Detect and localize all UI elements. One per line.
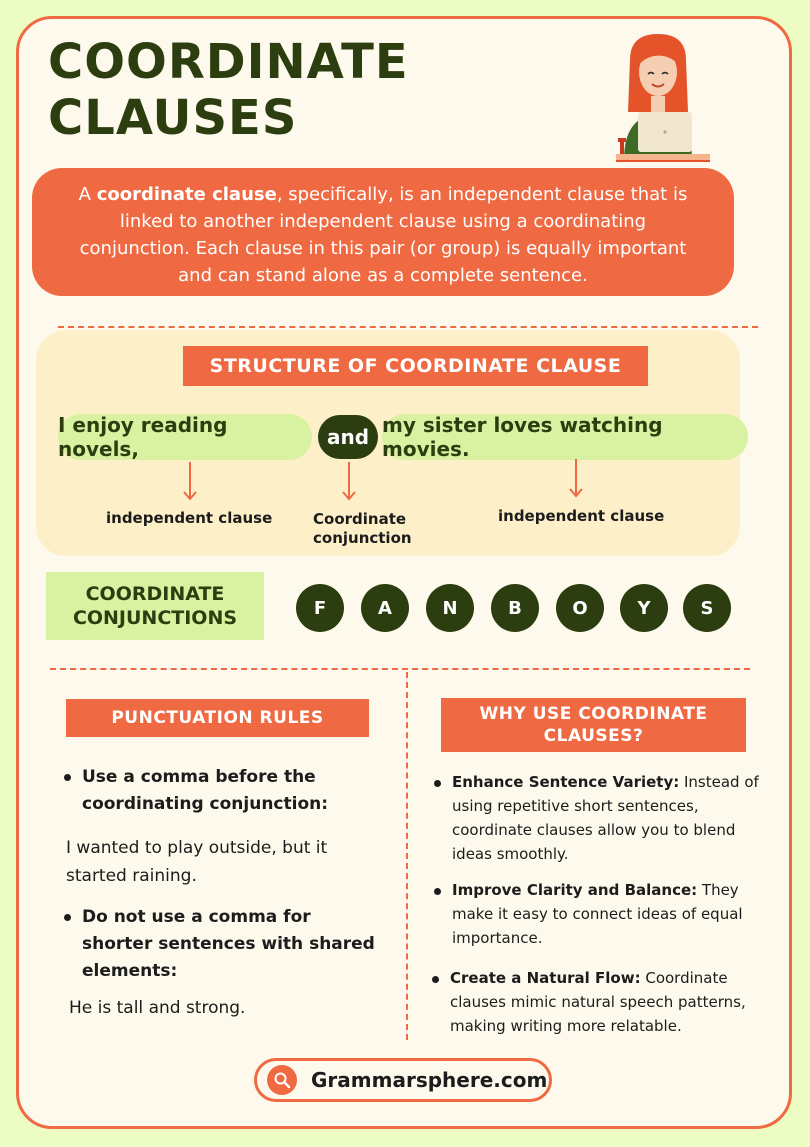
- why-item-2-row: [432, 878, 762, 950]
- fanboys-letter: B: [491, 584, 539, 632]
- why-item-1-title: Enhance Sentence Variety:: [452, 773, 680, 791]
- definition-text-start: A: [78, 184, 97, 205]
- why-item-3-text: Coordinate clauses mimic natural speech patterns, making writing more relatable.: [450, 969, 746, 1035]
- divider-middle: [50, 668, 750, 670]
- punctuation-heading: PUNCTUATION RULES: [66, 699, 369, 737]
- why-item-3-title: Create a Natural Flow:: [450, 969, 641, 987]
- title-line-2: CLAUSES: [48, 90, 298, 146]
- fanboys-letter: N: [426, 584, 474, 632]
- search-icon: [267, 1065, 297, 1095]
- label-coordinate-line-1: Coordinate: [313, 510, 407, 528]
- why-item-2-text: They make it easy to connect ideas of equal importance.: [452, 881, 743, 947]
- label-coordinate-conjunction: [313, 510, 412, 548]
- fanboys-letter: F: [296, 584, 344, 632]
- why-item-2: [432, 878, 762, 950]
- why-item-2-title: Improve Clarity and Balance:: [452, 881, 698, 899]
- punctuation-example-2: He is tall and strong.: [69, 998, 246, 1018]
- structure-heading: STRUCTURE OF COORDINATE CLAUSE: [183, 346, 648, 386]
- definition-term: coordinate clause: [96, 184, 277, 205]
- conjunction-pill: and: [318, 415, 378, 459]
- website-url[interactable]: Grammarsphere.com: [311, 1068, 548, 1092]
- definition-text-rest: , specifically, is an independent clause that is linked to another independent clause using a coordinating conjunction. Each clause in this pair (or group) is equally important and can stand alone as a complete sentence.: [79, 184, 688, 286]
- label-independent-clause-1: independent clause: [106, 509, 273, 527]
- why-item-1: [432, 770, 762, 866]
- arrow-down-icon: [569, 459, 583, 499]
- definition-box: [32, 168, 734, 296]
- punctuation-example-1: I wanted to play outside, but it started raining.: [66, 838, 328, 886]
- why-item-1-text: Instead of using repetitive short sentences, coordinate clauses allow you to blend ideas smoothly.: [452, 773, 759, 863]
- arrow-down-icon: [342, 462, 356, 502]
- why-item-3-row: [430, 966, 774, 1038]
- rule-2-text: Do not use a comma for shorter sentences with shared elements:: [62, 904, 384, 985]
- label-coordinate-line-2: conjunction: [313, 529, 412, 547]
- why-item-3: [430, 966, 774, 1038]
- divider-vertical: [406, 672, 408, 1040]
- fanboys-letter: O: [556, 584, 604, 632]
- fanboys-letter: S: [683, 584, 731, 632]
- fanboys-letter: Y: [620, 584, 668, 632]
- rule-1-text: Use a comma before the coordinating conjunction:: [62, 764, 362, 818]
- punctuation-rule-1: [62, 764, 362, 818]
- why-heading-line-1: WHY USE COORDINATE: [479, 704, 708, 724]
- website-badge[interactable]: [254, 1058, 552, 1102]
- label-independent-clause-2: independent clause: [498, 507, 665, 525]
- why-item-1-row: [432, 770, 762, 866]
- cc-label-line-2: CONJUNCTIONS: [72, 607, 238, 629]
- why-heading: [441, 698, 746, 752]
- woman-laptop-illustration: [598, 30, 718, 170]
- page-title: [48, 34, 409, 146]
- divider-top: [58, 326, 758, 328]
- clause-2-pill: my sister loves watching movies.: [382, 414, 748, 460]
- cc-label-line-1: COORDINATE: [85, 583, 225, 605]
- fanboys-letter: A: [361, 584, 409, 632]
- punctuation-rule-2: [62, 904, 384, 985]
- arrow-down-icon: [183, 462, 197, 502]
- clause-1-pill: I enjoy reading novels,: [58, 414, 312, 460]
- why-heading-line-2: CLAUSES?: [543, 726, 644, 746]
- coordinate-conjunctions-label: [46, 572, 264, 640]
- title-line-1: COORDINATE: [48, 34, 409, 90]
